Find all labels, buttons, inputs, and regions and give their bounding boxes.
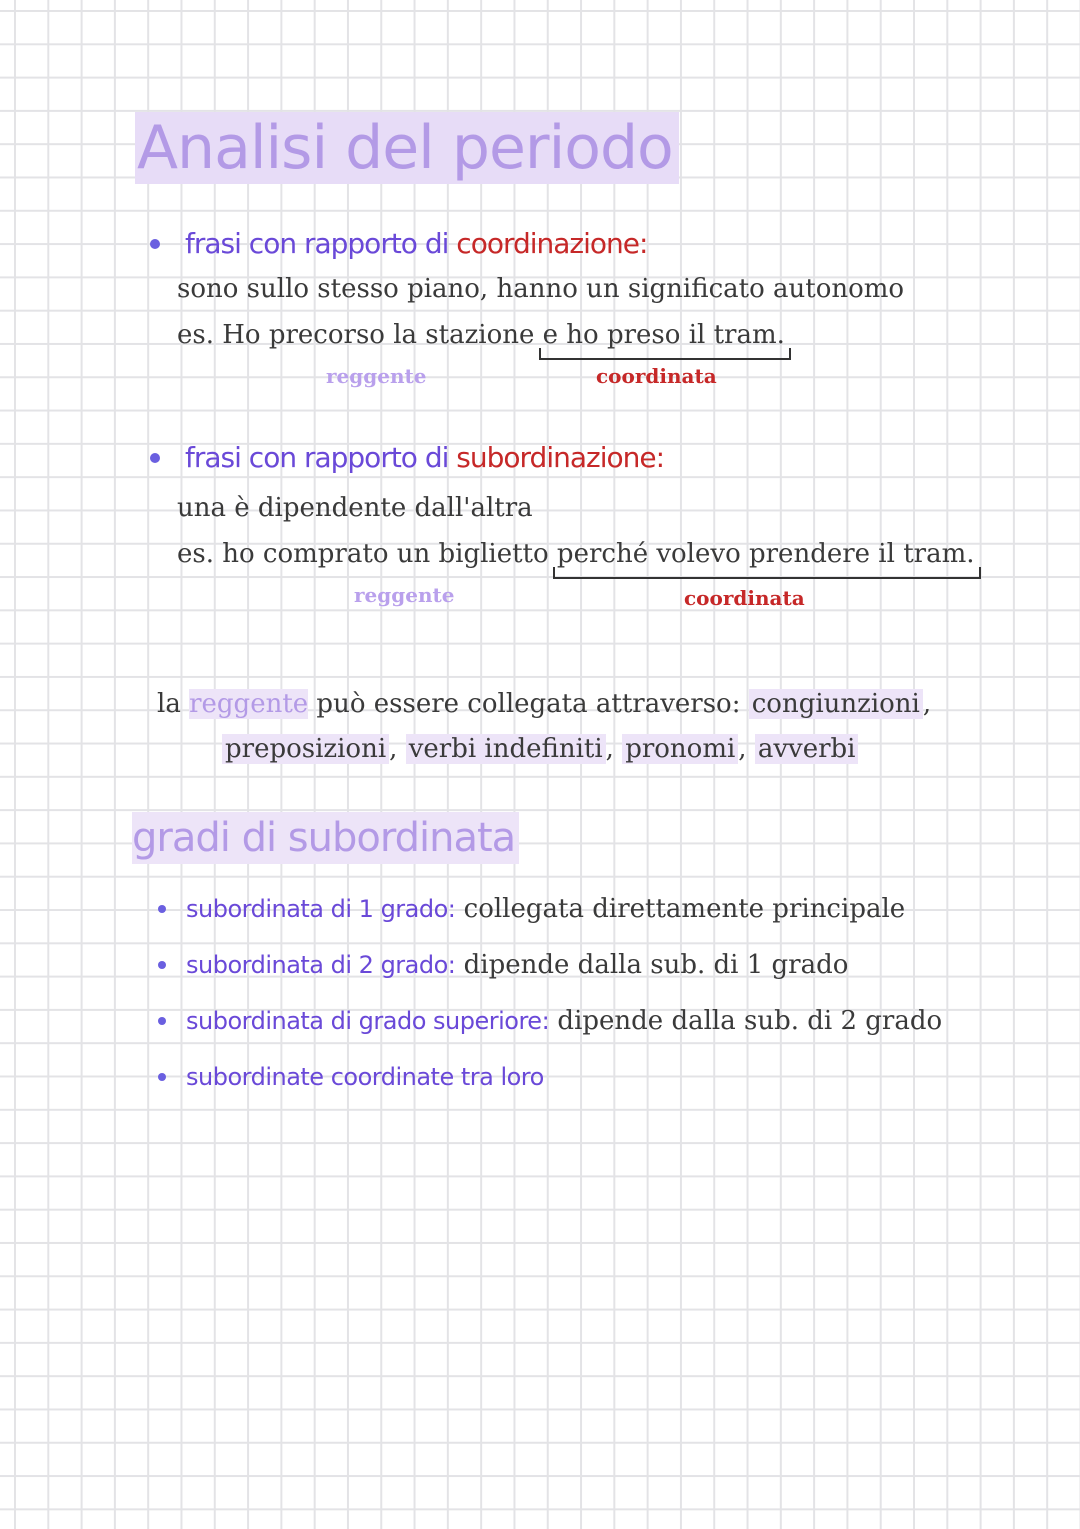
- connection-line-2: [222, 732, 858, 766]
- example-main-clause: es. Ho precorso la stazione: [177, 320, 535, 350]
- connector-item: pronomi: [622, 734, 738, 764]
- bullet-icon: [150, 453, 160, 463]
- example-bracketed-clause: [557, 537, 975, 571]
- grade-text: dipende dalla sub. di 2 grado: [549, 1006, 943, 1036]
- bullet-icon: [158, 1017, 166, 1025]
- heading-highlight: subordinazione:: [456, 441, 665, 474]
- label-reggente: reggente: [354, 583, 455, 607]
- section-subtitle: gradi di subordinata: [132, 812, 519, 864]
- bracket-mark: [539, 348, 791, 360]
- label-coordinata: coordinata: [684, 586, 805, 610]
- section-description: una è dipendente dall'altra: [177, 493, 533, 523]
- connector-item: congiunzioni: [749, 689, 923, 719]
- separator: ,: [738, 734, 755, 764]
- connection-prefix: la: [157, 689, 190, 719]
- grade-label: subordinata di 2 grado:: [186, 951, 456, 979]
- section-description: sono sullo stesso piano, hanno un significato autonomo: [177, 274, 905, 304]
- connection-line-1: [157, 687, 931, 721]
- bullet-icon: [150, 239, 160, 249]
- bracket-mark: [553, 567, 981, 579]
- grade-label: subordinate coordinate tra loro: [186, 1063, 544, 1091]
- grade-label: subordinata di 1 grado:: [186, 895, 456, 923]
- grade-label: subordinata di grado superiore:: [186, 1007, 550, 1035]
- example-bracketed-clause: [543, 318, 785, 352]
- separator: ,: [605, 734, 623, 764]
- bullet-icon: [158, 905, 166, 913]
- label-coordinata: coordinata: [596, 364, 717, 388]
- example-sentence: [177, 318, 785, 352]
- list-item: [186, 949, 848, 981]
- list-item: [186, 1005, 942, 1037]
- separator: ,: [389, 734, 406, 764]
- heading-text: frasi con rapporto di: [185, 441, 457, 474]
- bullet-icon: [158, 961, 166, 969]
- list-item: [186, 893, 905, 925]
- connector-item: avverbi: [755, 734, 859, 764]
- bullet-icon: [158, 1073, 166, 1081]
- connector-item: verbi indefiniti: [406, 734, 606, 764]
- section-heading-subordinazione: [185, 440, 664, 476]
- grade-text: dipende dalla sub. di 1 grado: [455, 950, 849, 980]
- bracketed-text: perché volevo prendere il tram.: [556, 539, 975, 569]
- section-heading-coordinazione: [185, 226, 647, 262]
- example-sentence: [177, 537, 975, 571]
- label-reggente: reggente: [326, 364, 427, 388]
- grade-text: collegata direttamente principale: [455, 894, 906, 924]
- separator: ,: [922, 689, 932, 719]
- heading-text: frasi con rapporto di: [185, 227, 457, 260]
- example-main-clause: es. ho comprato un biglietto: [177, 539, 549, 569]
- connection-middle: può essere collegata attraverso:: [308, 689, 749, 719]
- page-title: Analisi del periodo: [135, 112, 679, 184]
- connection-highlight: reggente: [189, 689, 309, 719]
- connector-item: preposizioni: [222, 734, 389, 764]
- bracketed-text: e ho preso il tram.: [542, 320, 785, 350]
- heading-highlight: coordinazione:: [456, 227, 648, 260]
- list-item: [186, 1061, 544, 1093]
